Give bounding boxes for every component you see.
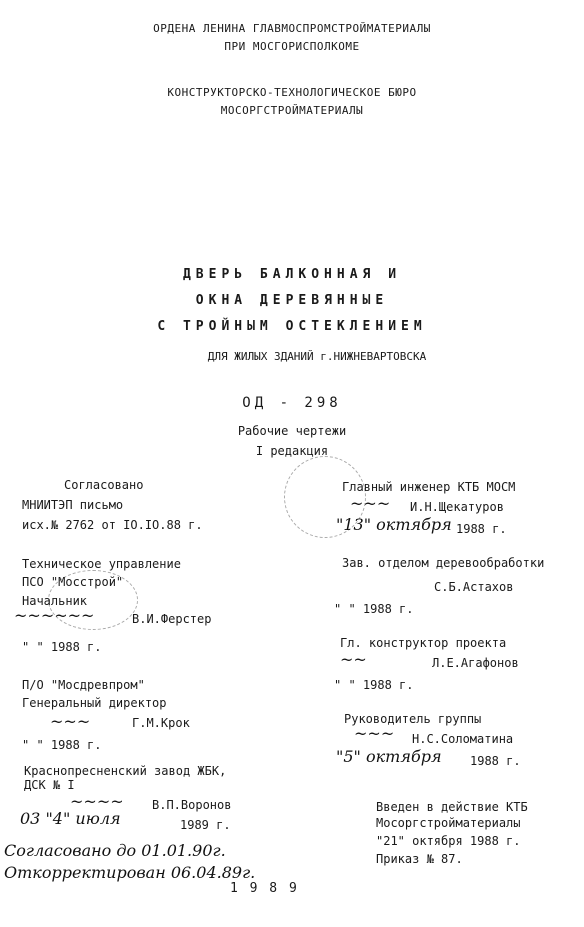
- left-po: П/О "Мосдревпром": [22, 678, 145, 692]
- designer-signature: ~~: [340, 650, 367, 669]
- left-agreed: Согласовано: [64, 478, 144, 492]
- right-intro-4: Приказ № 87.: [376, 852, 463, 866]
- right-group-name: Н.С.Соломатина: [412, 732, 514, 746]
- right-intro-1: Введен в действие КТБ: [376, 800, 528, 814]
- org-line-1: ОРДЕНА ЛЕНИНА ГЛАВМОСПРОМСТРОЙМАТЕРИАЛЫ: [153, 22, 431, 35]
- left-ref: исх.№ 2762 от IO.IO.88 г.: [22, 518, 203, 532]
- right-intro-2: Мосоргстройматериалы: [376, 816, 521, 830]
- right-chief-title: Главный инженер КТБ МОСМ: [342, 480, 516, 494]
- gen-dir-signature: ~~~: [50, 712, 91, 731]
- right-chief-date-hand: "13" октября: [336, 515, 452, 534]
- document-year: 1 9 8 9: [230, 881, 299, 896]
- right-chief-date: 1988 г.: [456, 522, 507, 536]
- chief-signature: ~~~: [350, 494, 391, 513]
- left-gen-dir: Генеральный директор: [22, 696, 167, 710]
- left-plant-date-hand: 03 "4" июля: [20, 809, 121, 828]
- left-head-date: " " 1988 г.: [22, 640, 102, 654]
- left-head: Начальник: [22, 594, 88, 608]
- bureau-line-1: КОНСТРУКТОРСКО-ТЕХНОЛОГИЧЕСКОЕ БЮРО: [167, 86, 417, 99]
- document-edition: I редакция: [255, 444, 329, 458]
- head-signature: ~~~~~~: [14, 606, 95, 625]
- left-plant-date: 1989 г.: [180, 818, 231, 832]
- left-head-name: В.И.Ферстер: [132, 612, 212, 626]
- handwritten-agreed: Согласовано до 01.01.90г.: [4, 841, 226, 860]
- left-tech-dept: Техническое управление: [22, 557, 181, 571]
- left-dsk: ДСК № I: [24, 778, 75, 792]
- title-line-1: ДВЕРЬ БАЛКОННАЯ И: [182, 267, 402, 282]
- right-dept-date: " " 1988 г.: [334, 602, 414, 616]
- document-subtitle: Рабочие чертежи: [237, 424, 347, 438]
- right-group-date-hand: "5" октября: [336, 747, 442, 766]
- document-code: ОД - 298: [242, 395, 342, 411]
- plant-signature: ~~~~: [70, 792, 124, 811]
- title-line-2: ОКНА ДЕРЕВЯННЫЕ: [195, 293, 389, 308]
- right-designer-date: " " 1988 г.: [334, 678, 414, 692]
- left-gen-dir-date: " " 1988 г.: [22, 738, 102, 752]
- left-org: МНИИТЭП письмо: [22, 498, 124, 512]
- title-line-4: ДЛЯ ЖИЛЫХ ЗДАНИЙ г.НИЖНЕВАРТОВСКА: [207, 350, 427, 363]
- group-signature: ~~~: [354, 724, 395, 743]
- left-pso: ПСО "Мосстрой": [22, 575, 124, 589]
- handwritten-corrected: Откорректирован 06.04.89г.: [4, 863, 256, 882]
- right-dept-name: С.Б.Астахов: [434, 580, 514, 594]
- right-group-title: Руководитель группы: [344, 712, 482, 726]
- bureau-line-2: МОСОРГСТРОЙМАТЕРИАЛЫ: [220, 104, 364, 117]
- right-dept-title: Зав. отделом деревообработки: [342, 556, 545, 570]
- left-gen-dir-name: Г.М.Крок: [132, 716, 190, 730]
- right-intro-3: "21" октября 1988 г.: [376, 834, 521, 848]
- left-plant: Краснопресненский завод ЖБК,: [24, 764, 227, 778]
- right-designer-name: Л.Е.Агафонов: [432, 656, 519, 670]
- org-line-2: ПРИ МОСГОРИСПОЛКОМЕ: [224, 40, 360, 53]
- right-chief-name: И.Н.Щекатуров: [410, 500, 504, 514]
- right-group-date: 1988 г.: [470, 754, 521, 768]
- left-plant-name: В.П.Воронов: [152, 798, 232, 812]
- title-line-3: С ТРОЙНЫМ ОСТЕКЛЕНИЕМ: [157, 319, 427, 334]
- right-designer-title: Гл. конструктор проекта: [340, 636, 507, 650]
